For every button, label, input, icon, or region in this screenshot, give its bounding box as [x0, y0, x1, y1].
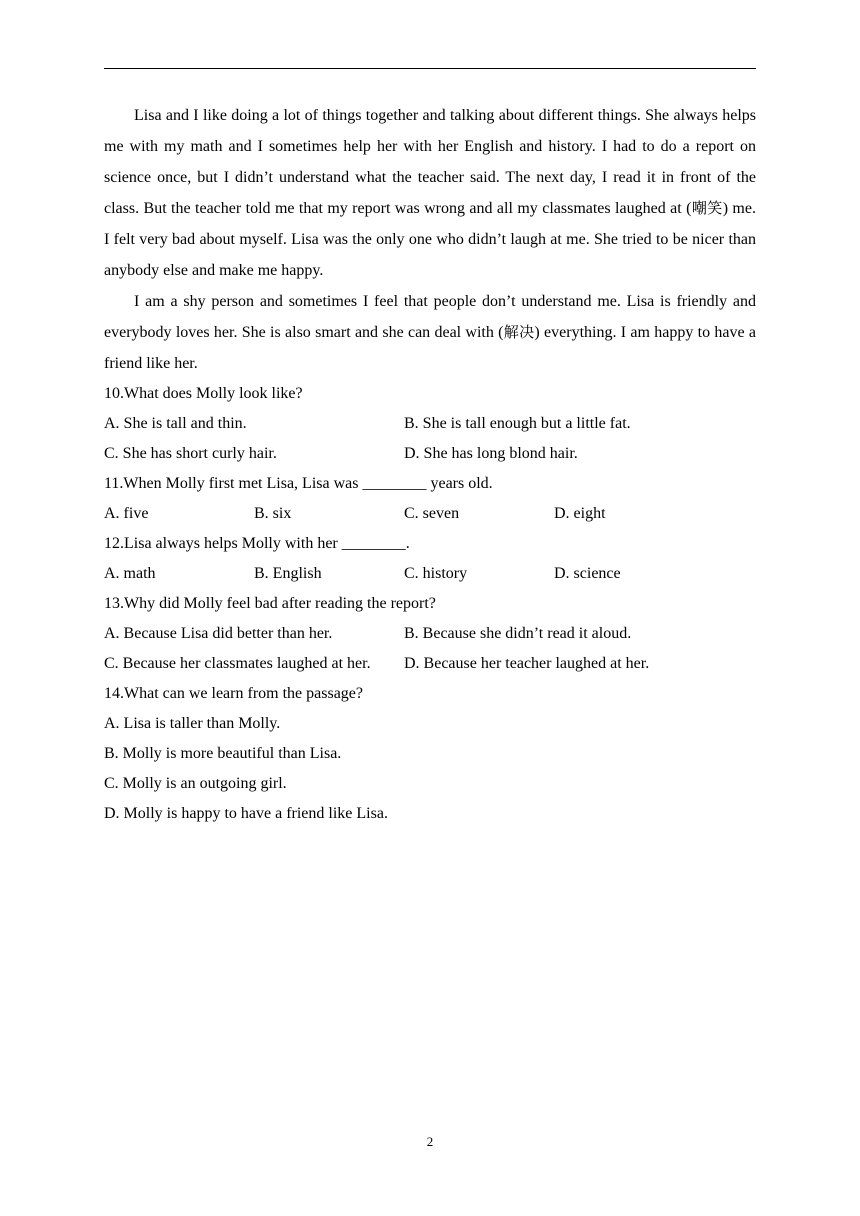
page-number: 2: [426, 1134, 434, 1149]
question-13-option-c: C. Because her classmates laughed at her.: [104, 655, 371, 672]
question-12-option-c: C. history: [404, 565, 468, 582]
question-10-option-c: C. She has short curly hair.: [104, 445, 277, 462]
question-12-option-d: D. science: [554, 565, 621, 582]
question-11-option-c: C. seven: [404, 505, 460, 522]
question-11-option-b: B. six: [254, 505, 292, 522]
question-14-option-c: C. Molly is an outgoing girl.: [104, 775, 287, 792]
question-14-option-a: A. Lisa is taller than Molly.: [104, 715, 281, 732]
paragraph-1-text-before: Lisa and I like doing a lot of things together and talking about different things. She always helps me with my math and I sometimes help her with her English and history. I had to do a report on science once, but I didn’t understand what the teacher said. The next day, I read it in front of the class. But the teacher told me that my report was wrong and all my classmates laughed at (: [104, 107, 756, 217]
question-11: 11.When Molly first met Lisa, Lisa was ________ years old.: [104, 475, 493, 492]
question-11-option-d: D. eight: [554, 505, 606, 522]
question-13-options-row-1: [104, 619, 756, 649]
paragraph-1-chinese-gloss: 嘲笑: [691, 199, 723, 217]
question-13: 13.Why did Molly feel bad after reading the report?: [104, 595, 436, 612]
question-12-option-b: B. English: [254, 565, 322, 582]
question-11-options: [104, 499, 756, 529]
question-10-option-a: A. She is tall and thin.: [104, 415, 247, 432]
question-10-options-row-1: [104, 409, 756, 439]
question-13-option-b: B. Because she didn’t read it aloud.: [404, 625, 632, 642]
question-11-option-a: A. five: [104, 505, 149, 522]
passage-paragraph-1: [104, 100, 756, 286]
question-14-option-d: D. Molly is happy to have a friend like Lisa.: [104, 805, 388, 822]
paragraph-2-text-after: ) everything. I am happy to have a friend like her.: [104, 324, 756, 372]
question-10-option-b: B. She is tall enough but a little fat.: [404, 415, 631, 432]
paragraph-2-chinese-gloss: 解决: [503, 323, 535, 341]
question-14: 14.What can we learn from the passage?: [104, 685, 363, 702]
paragraph-1-text-after: ) me. I felt very bad about myself. Lisa was the only one who didn’t laugh at me. She tried to be nicer than anybody else and make me happy.: [104, 200, 756, 279]
document-body: [104, 100, 756, 829]
question-13-options-row-2: [104, 649, 756, 679]
paragraph-2-text-before: I am a shy person and sometimes I feel that people don’t understand me. Lisa is friendly and everybody loves her. She is also smart and she can deal with (: [104, 293, 756, 341]
question-12-option-a: A. math: [104, 565, 156, 582]
question-10-option-d: D. She has long blond hair.: [404, 445, 578, 462]
question-10-options-row-2: [104, 439, 756, 469]
question-13-option-d: D. Because her teacher laughed at her.: [404, 655, 650, 672]
question-14-option-b: B. Molly is more beautiful than Lisa.: [104, 745, 342, 762]
question-12-options: [104, 559, 756, 589]
question-12: 12.Lisa always helps Molly with her ________.: [104, 535, 410, 552]
question-10: 10.What does Molly look like?: [104, 385, 303, 402]
passage-paragraph-2: [104, 286, 756, 379]
header-rule: [104, 68, 756, 69]
question-13-option-a: A. Because Lisa did better than her.: [104, 625, 333, 642]
